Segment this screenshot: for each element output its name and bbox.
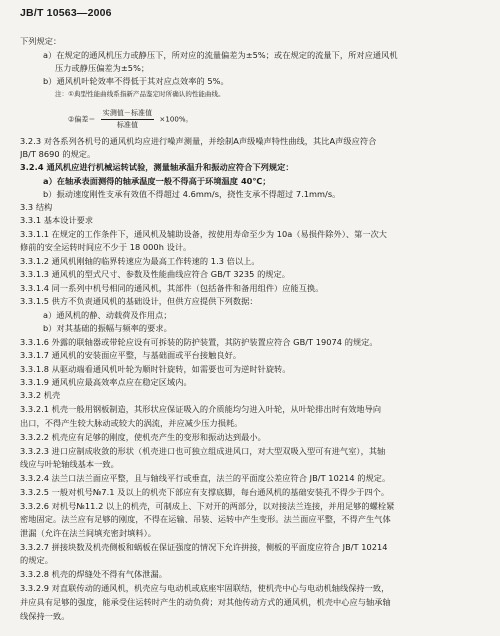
text-line: 3.3.2.8 机壳的焊缝处不得有气体泄漏。 — [20, 569, 167, 579]
text-line: 3.3.1.5 供方不负责通风机的基础设计，但供方应提供下列数据： — [20, 296, 258, 306]
text-line: 3.3.1.6 外露的联轴器或带轮应设有可拆装的防护装置，其防护装置应符合 GB/T 19074 的规定。 — [20, 337, 378, 347]
text-line: 3.3.1.3 通风机的型式尺寸、参数及性能曲线应符合 GB/T 3235 的规定。 — [20, 269, 291, 279]
text-line: JB/T 8690 的规定。 — [20, 149, 96, 159]
text-line: 线应与叶轮轴线基本一致。 — [20, 459, 119, 469]
text-line: b）振动速度刚性支承有效值不得超过 4.6mm/s，挠性支承不得超过 7.1mm/s。 — [43, 189, 341, 199]
text-line: a）在规定的通风机压力或静压下，所对应的流量偏差为±5%；或在规定的流量下，所对应通风机 — [43, 50, 398, 60]
text-line: 3.3.2.6 对机号№11.2 以上的机壳，可制成上、下对开的两部分，以对接法兰连接，并用足够的螺栓紧 — [20, 501, 395, 511]
text-line: 3.3.1.1 在规定的工作条件下，通风机及辅助设备，按使用寿命至少为 10a（易损件除外）、第一次大 — [20, 229, 388, 239]
text-line: 3.2.4 通风机应进行机械运转试验，测量轴承温升和振动应符合下列规定： — [20, 162, 294, 172]
standard-number-header: JB/T 10563—2006 — [20, 7, 112, 19]
text-line: 出口，不得产生较大脉动或较大的涡流，并应减少压力损耗。 — [20, 418, 243, 428]
text-line: 3.3.1.8 从驱动端看通风机叶轮为顺时针旋转，如需要也可为逆时针旋转。 — [20, 364, 291, 374]
text-line: 3.3.2.4 法兰口法兰面应平整，且与轴线平行或垂直，法兰的平面度公差应符合 JB/T 10214 的规定。 — [20, 473, 391, 483]
formula-rhs: ×100%。 — [159, 115, 193, 124]
text-line: 密地固定。法兰应有足够的刚度，不得在运输、吊装、运转中产生变形。法兰面应平整，不得产生气体 — [20, 514, 391, 524]
formula-fraction — [101, 108, 154, 131]
text-line: 3.3.2.2 机壳应有足够的刚度，使机壳产生的变形和振动达到最小。 — [20, 432, 266, 442]
text-line: 3.3.1.7 通风机的安装面应平整，与基础面或平台接触良好。 — [20, 350, 242, 360]
text-line: 3.3.2.5 一般对机号№7.1 及以上的机壳下部应有支撑底脚，每台通风机的基础安装孔不得少于四个。 — [20, 487, 390, 497]
text-line: 注：①典型性能曲线系指新产品鉴定时所确认的性能曲线。 — [55, 90, 225, 98]
text-line: 泄漏（允许在法兰间填充密封填料）。 — [20, 528, 156, 538]
text-line: 修前的安全运转时间应不少于 18 000h 设计。 — [20, 242, 192, 252]
text-line: a）通风机的静、动载荷及作用点； — [43, 310, 172, 320]
text-line: 3.2.3 对各系列各机号的通风机均应进行噪声测量，并绘制A声级噪声特性曲线，其比A声级应符合 — [20, 136, 377, 146]
text-line: 3.3.1 基本设计要求 — [20, 215, 94, 225]
formula-numerator: 实测值－标准值 — [101, 108, 154, 120]
text-line: 3.3.1.4 同一系列中机号相同的通风机，其部件（包括备件和备用组件）应能互换。 — [20, 283, 324, 293]
text-line: 线保持一致。 — [20, 611, 70, 621]
text-line: 压力或静压偏差为±5%； — [55, 63, 150, 73]
formula-lhs: ②偏差＝ — [68, 115, 96, 124]
text-line: a）在轴承表面测得的轴承温度一般不得高于环境温度 40℃； — [43, 176, 271, 186]
text-line: 3.3.2 机壳 — [20, 390, 61, 400]
text-line: 3.3.1.9 通风机应最高效率点应在稳定区域内。 — [20, 377, 192, 387]
text-line: b）通风机叶轮效率不得低于其对应点效率的 5%。 — [43, 76, 229, 86]
formula-denominator: 标准值 — [116, 121, 139, 129]
text-line: 3.3.2.7 拼接块数及机壳侧板和蜗板在保证强度的情况下允许拼接，侧板的平面度应符合 JB/T 10214 — [20, 542, 388, 552]
text-line: 下列规定： — [20, 36, 62, 46]
deviation-formula — [68, 108, 482, 131]
text-line: b）对其基础的振幅与频率的要求。 — [43, 323, 172, 333]
text-line: 3.3 结构 — [20, 202, 53, 212]
text-line: 并应具有足够的强度，能承受住运转时产生的动负荷；对其他传动方式的通风机，机壳中心应与轴承轴 — [20, 597, 391, 607]
text-line: 的规定。 — [20, 555, 53, 565]
text-line: 3.3.2.3 进口应制成收敛的形状（机壳进口也可独立组成进风口，对大型双吸入型可有进气室），其轴 — [20, 446, 386, 456]
text-line: 3.3.1.2 通风机刚轴的临界转速应为最高工作转速的 1.3 倍以上。 — [20, 256, 260, 266]
text-line: 3.3.2.9 对直联传动的通风机，机壳应与电动机或底座牢固联结，使机壳中心与电动机轴线保持一致， — [20, 583, 390, 593]
text-line: 3.3.2.1 机壳一般用钢板制造，其形状应保证吸入的介质能均匀进入叶轮，从叶轮排出时有效地导向 — [20, 404, 382, 414]
